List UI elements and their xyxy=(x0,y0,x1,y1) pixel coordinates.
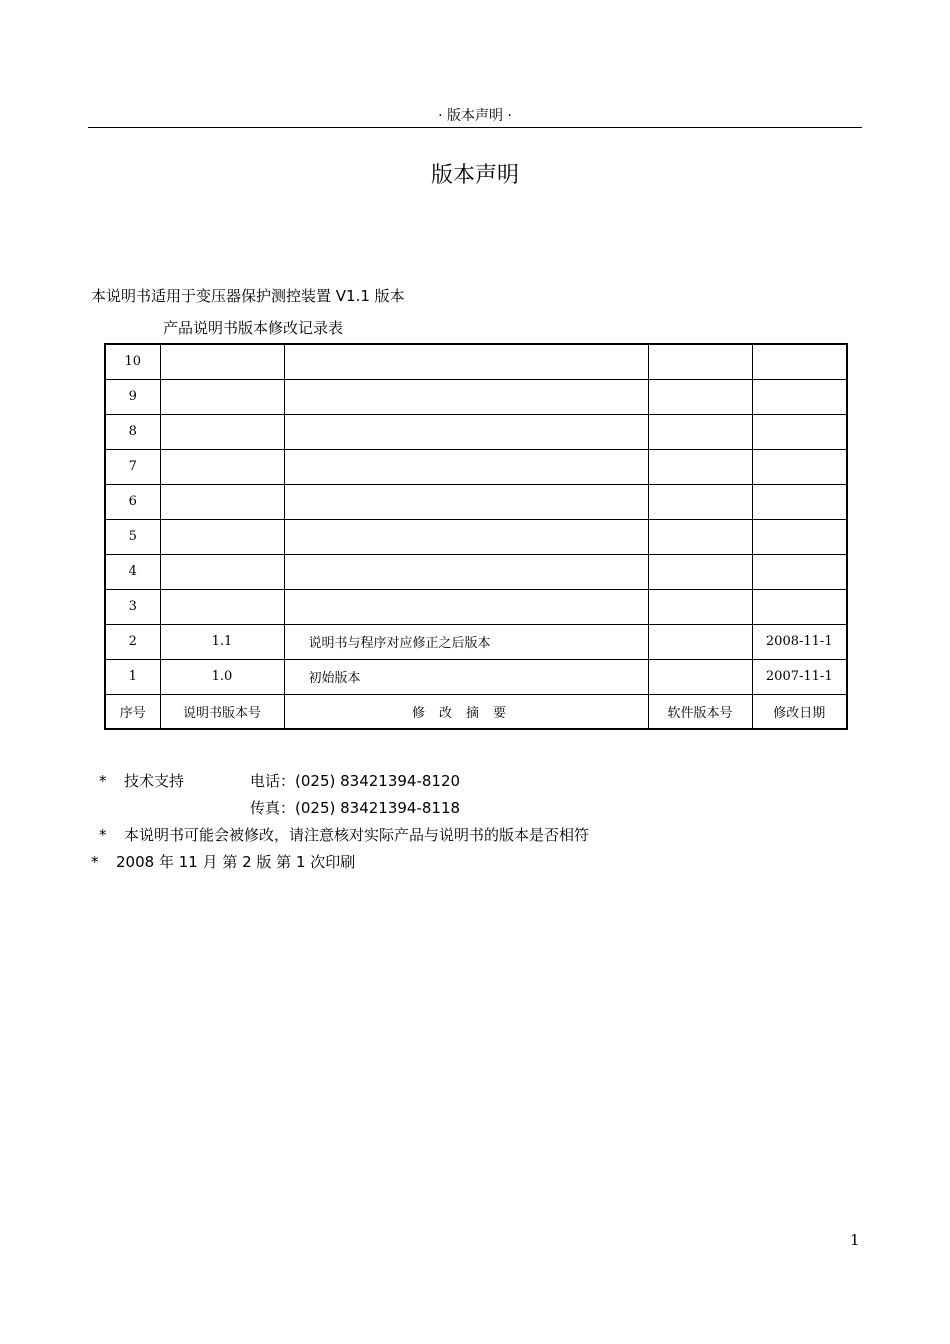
software-version-cell xyxy=(648,554,752,589)
summary-cell: 初始版本 xyxy=(284,659,648,694)
date-cell xyxy=(752,519,847,554)
date-cell: 2008-11-1 xyxy=(752,624,847,659)
summary-cell xyxy=(284,344,648,379)
manual-version-cell xyxy=(160,484,284,519)
manual-version-cell: 1.0 xyxy=(160,659,284,694)
seq-cell: 3 xyxy=(105,589,160,624)
seq-cell: 9 xyxy=(105,379,160,414)
date-cell xyxy=(752,589,847,624)
manual-version-cell xyxy=(160,344,284,379)
date-cell: 2007-11-1 xyxy=(752,659,847,694)
header-software-version: 软件版本号 xyxy=(648,694,752,729)
table-row xyxy=(105,344,847,379)
table-row xyxy=(105,379,847,414)
seq-cell: 8 xyxy=(105,414,160,449)
revision-record-table xyxy=(104,343,848,730)
table-row xyxy=(105,624,847,659)
summary-cell xyxy=(284,379,648,414)
header-summary: 修改摘要 xyxy=(284,694,648,729)
software-version-cell xyxy=(648,484,752,519)
header-seq: 序号 xyxy=(105,694,160,729)
date-cell xyxy=(752,379,847,414)
table-row xyxy=(105,554,847,589)
page-title: 版本声明 xyxy=(430,163,519,188)
summary-cell xyxy=(284,484,648,519)
software-version-cell xyxy=(648,414,752,449)
seq-cell: 1 xyxy=(105,659,160,694)
software-version-cell xyxy=(648,624,752,659)
software-version-cell xyxy=(648,379,752,414)
support-phone-line xyxy=(91,768,589,795)
running-header: · 版本声明 · xyxy=(438,108,512,124)
fax-number: 传真：(025) 83421394-8118 xyxy=(250,799,461,817)
notes-section xyxy=(91,768,589,876)
seq-cell: 2 xyxy=(105,624,160,659)
manual-version-cell xyxy=(160,519,284,554)
print-info-line xyxy=(91,849,589,876)
summary-cell xyxy=(284,519,648,554)
manual-version-cell xyxy=(160,414,284,449)
header-date: 修改日期 xyxy=(752,694,847,729)
header-manual-version: 说明书版本号 xyxy=(160,694,284,729)
page-number: 1 xyxy=(850,1231,860,1249)
manual-version-cell xyxy=(160,449,284,484)
table-caption: 产品说明书版本修改记录表 xyxy=(163,319,344,337)
software-version-cell xyxy=(648,449,752,484)
seq-cell: 10 xyxy=(105,344,160,379)
summary-cell xyxy=(284,449,648,484)
date-cell xyxy=(752,414,847,449)
seq-cell: 4 xyxy=(105,554,160,589)
support-label: 技术支持 xyxy=(124,772,185,790)
table-row xyxy=(105,519,847,554)
date-cell xyxy=(752,449,847,484)
software-version-cell xyxy=(648,344,752,379)
software-version-cell xyxy=(648,659,752,694)
support-fax-line xyxy=(91,795,589,822)
date-cell xyxy=(752,344,847,379)
software-version-cell xyxy=(648,519,752,554)
manual-version-cell xyxy=(160,379,284,414)
seq-cell: 6 xyxy=(105,484,160,519)
table-header-row xyxy=(105,694,847,729)
seq-cell: 5 xyxy=(105,519,160,554)
bullet-star: * xyxy=(99,772,107,790)
table-row xyxy=(105,484,847,519)
summary-cell xyxy=(284,589,648,624)
table-row xyxy=(105,414,847,449)
summary-cell xyxy=(284,554,648,589)
manual-version-cell: 1.1 xyxy=(160,624,284,659)
manual-version-cell xyxy=(160,589,284,624)
disclaimer-line xyxy=(91,822,589,849)
header-rule xyxy=(88,127,862,128)
table-row xyxy=(105,449,847,484)
applicability-statement: 本说明书适用于变压器保护测控装置 V1.1 版本 xyxy=(91,287,405,305)
disclaimer-text: 本说明书可能会被修改，请注意核对实际产品与说明书的版本是否相符 xyxy=(124,826,590,844)
table-row xyxy=(105,589,847,624)
seq-cell: 7 xyxy=(105,449,160,484)
summary-cell: 说明书与程序对应修正之后版本 xyxy=(284,624,648,659)
print-info-text: 2008 年 11 月 第 2 版 第 1 次印刷 xyxy=(116,853,356,871)
date-cell xyxy=(752,484,847,519)
date-cell xyxy=(752,554,847,589)
software-version-cell xyxy=(648,589,752,624)
bullet-star: * xyxy=(99,826,107,844)
table-row xyxy=(105,659,847,694)
summary-cell xyxy=(284,414,648,449)
bullet-star: * xyxy=(91,853,99,871)
manual-version-cell xyxy=(160,554,284,589)
phone-number: 电话：(025) 83421394-8120 xyxy=(250,772,461,790)
